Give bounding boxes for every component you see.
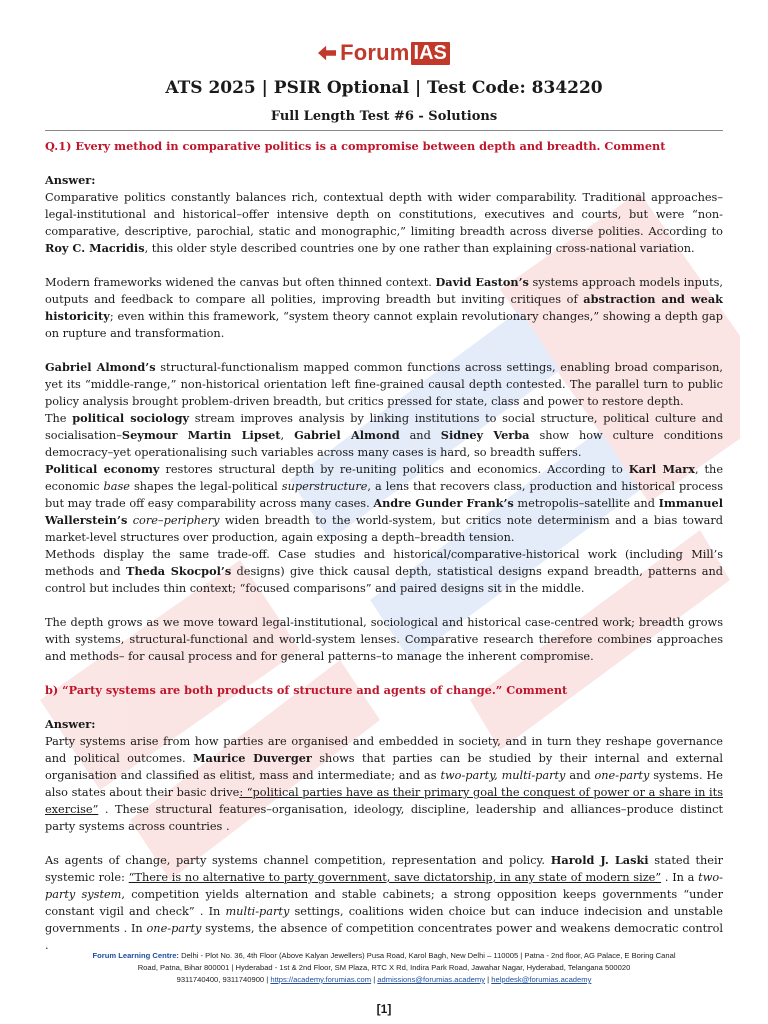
paragraph: Party systems arise from how parties are organised and embedded in society, and in turn they reshape governance and political outcomes. Maurice Duverger shows that parties can be studied by their internal and external organisation and classified as elitist, mass and intermediate; and as two-party, multi-party and one-party systems. He also states about their basic drive: “political parties have as their primary goal the conquest of power or a share in its exercise” . These structural features–organisation, ideology, discipline, leadership and alliances–produce distinct party systems across countries .	[45, 735, 723, 833]
header-divider	[45, 130, 723, 131]
page-number: [1]	[376, 1002, 392, 1016]
paragraph: As agents of change, party systems channel competition, representation and policy. Harold J. Laski stated their systemic role: “There is no alternative to party government, save dictatorship, in any state of modern size” . In a two-party system, competition yields alternation and stable cabinets; a strong opposition keeps governments “under constant vigil and check” . In multi-party settings, coalitions widen choice but can induce indecision and unstable governments . In one-party systems, the absence of competition concentrates power and weakens democratic control .	[45, 853, 723, 952]
logo-text-ias: IAS	[411, 42, 450, 65]
paragraph: Gabriel Almond’s structural-functionalism mapped common functions across settings, enabling broad comparison, yet its “middle-range,” non-historical orientation left fine-grained causal depth contested. The parallel turn to public policy analysis brought problem-driven breadth, but critics pressed for state, class and power to restore depth.	[45, 360, 723, 408]
footer-helpdesk-email-link[interactable]: helpdesk@forumias.academy	[491, 975, 592, 984]
question-1-heading: Q.1) Every method in comparative politics is a compromise between depth and breadth. Comment	[45, 139, 666, 153]
footer-admissions-email-link[interactable]: admissions@forumias.academy	[377, 975, 486, 984]
document-body	[45, 138, 723, 954]
footer-address-1: Delhi - Plot No. 36, 4th Floor (Above Kalyan Jewellers) Pusa Road, Karol Bagh, New Delhi – 110005 | Patna - 2nd floor, AG Palace, E Boring Canal	[178, 951, 676, 960]
paragraph: Political economy restores structural depth by re-uniting politics and economics. According to Karl Marx, the economic base shapes the legal-political superstructure, a lens that recovers class, production and historical process but may trade off easy comparability across many cases. Andre Gunder Frank’s metropolis–satellite and Immanuel Wallerstein’s core–periphery widen breadth to the world-system, but critics note determinism and a bias toward market-level structures over production, again exposing a depth–breadth tension.	[45, 462, 724, 544]
forumias-logo	[0, 40, 768, 66]
forumias-logo-icon	[318, 44, 336, 62]
page-title: ATS 2025 | PSIR Optional | Test Code: 834220	[165, 78, 603, 98]
page-subtitle: Full Length Test #6 - Solutions	[270, 109, 498, 124]
paragraph: Comparative politics constantly balances rich, contextual depth with wider comparability. Traditional approaches–legal-institutional and historical–offer intensive depth on constitutions, executives and courts, but were “non-comparative, descriptive, parochial, static and monographic,” limiting breadth across diverse polities. According to Roy C. Macridis, this older style described countries one by one rather than explaining cross-national variation.	[45, 191, 723, 255]
footer-website-link[interactable]: https://academy.forumias.com	[270, 975, 372, 984]
footer-label: Forum Learning Centre:	[92, 951, 179, 960]
paragraph: The political sociology stream improves analysis by linking institutions to social structure, political culture and socialisation–Seymour Martin Lipset, Gabriel Almond and Sidney Verba show how culture conditions democracy–yet operationalising such variables across many cases is hard, so breadth suffers.	[45, 411, 724, 459]
answer-label: Answer:	[45, 717, 96, 731]
footer-phones: 9311740400, 9311740900	[176, 975, 265, 984]
paragraph: The depth grows as we move toward legal-institutional, sociological and historical case-centred work; breadth grows with systems, structural-functional and world-system lenses. Comparative research therefore combines approaches and methods– for causal process and for general patterns–to manage the inherent compromise.	[45, 616, 723, 663]
question-b-heading: b) “Party systems are both products of structure and agents of change.” Comment	[45, 683, 568, 697]
paragraph: Methods display the same trade-off. Case studies and historical/comparative-historical work (including Mill’s methods and Theda Skocpol’s designs) give thick causal depth, statistical designs expand breadth, patterns and control but includes thin context; “focused comparisons” and paired designs sit in the middle.	[45, 548, 723, 595]
page-footer: Forum Learning Centre: Delhi - Plot No. 36, 4th Floor (Above Kalyan Jewellers) Pusa Road, Karol Bagh, New Delhi – 110005 | Patna - 2nd floor, AG Palace, E Boring Canal Road, Patna, Bihar 800001 | Hyderabad - 1st & 2nd Floor, SM Plaza, RTC X Rd, Indira Park Road, Jawahar Nagar, Hyderabad, Telangana 500020 9311740400, 9311740900 | https://academy.forumias.com | admissions@forumias.academy | helpdesk@forumias.academy	[45, 950, 723, 986]
answer-label: Answer:	[45, 173, 96, 187]
logo-text-forum: Forum	[340, 40, 410, 65]
paragraph: Modern frameworks widened the canvas but often thinned context. David Easton’s systems approach models inputs, outputs and feedback to compare all polities, improving breadth but inviting critiques of abstraction and weak historicity; even within this framework, “system theory cannot explain revolutionary changes,” showing a depth gap on rupture and transformation.	[45, 275, 723, 340]
footer-address-2: Road, Patna, Bihar 800001 | Hyderabad - 1st & 2nd Floor, SM Plaza, RTC X Rd, Indira Park Road, Jawahar Nagar, Hyderabad, Telangana 500020	[137, 963, 631, 972]
